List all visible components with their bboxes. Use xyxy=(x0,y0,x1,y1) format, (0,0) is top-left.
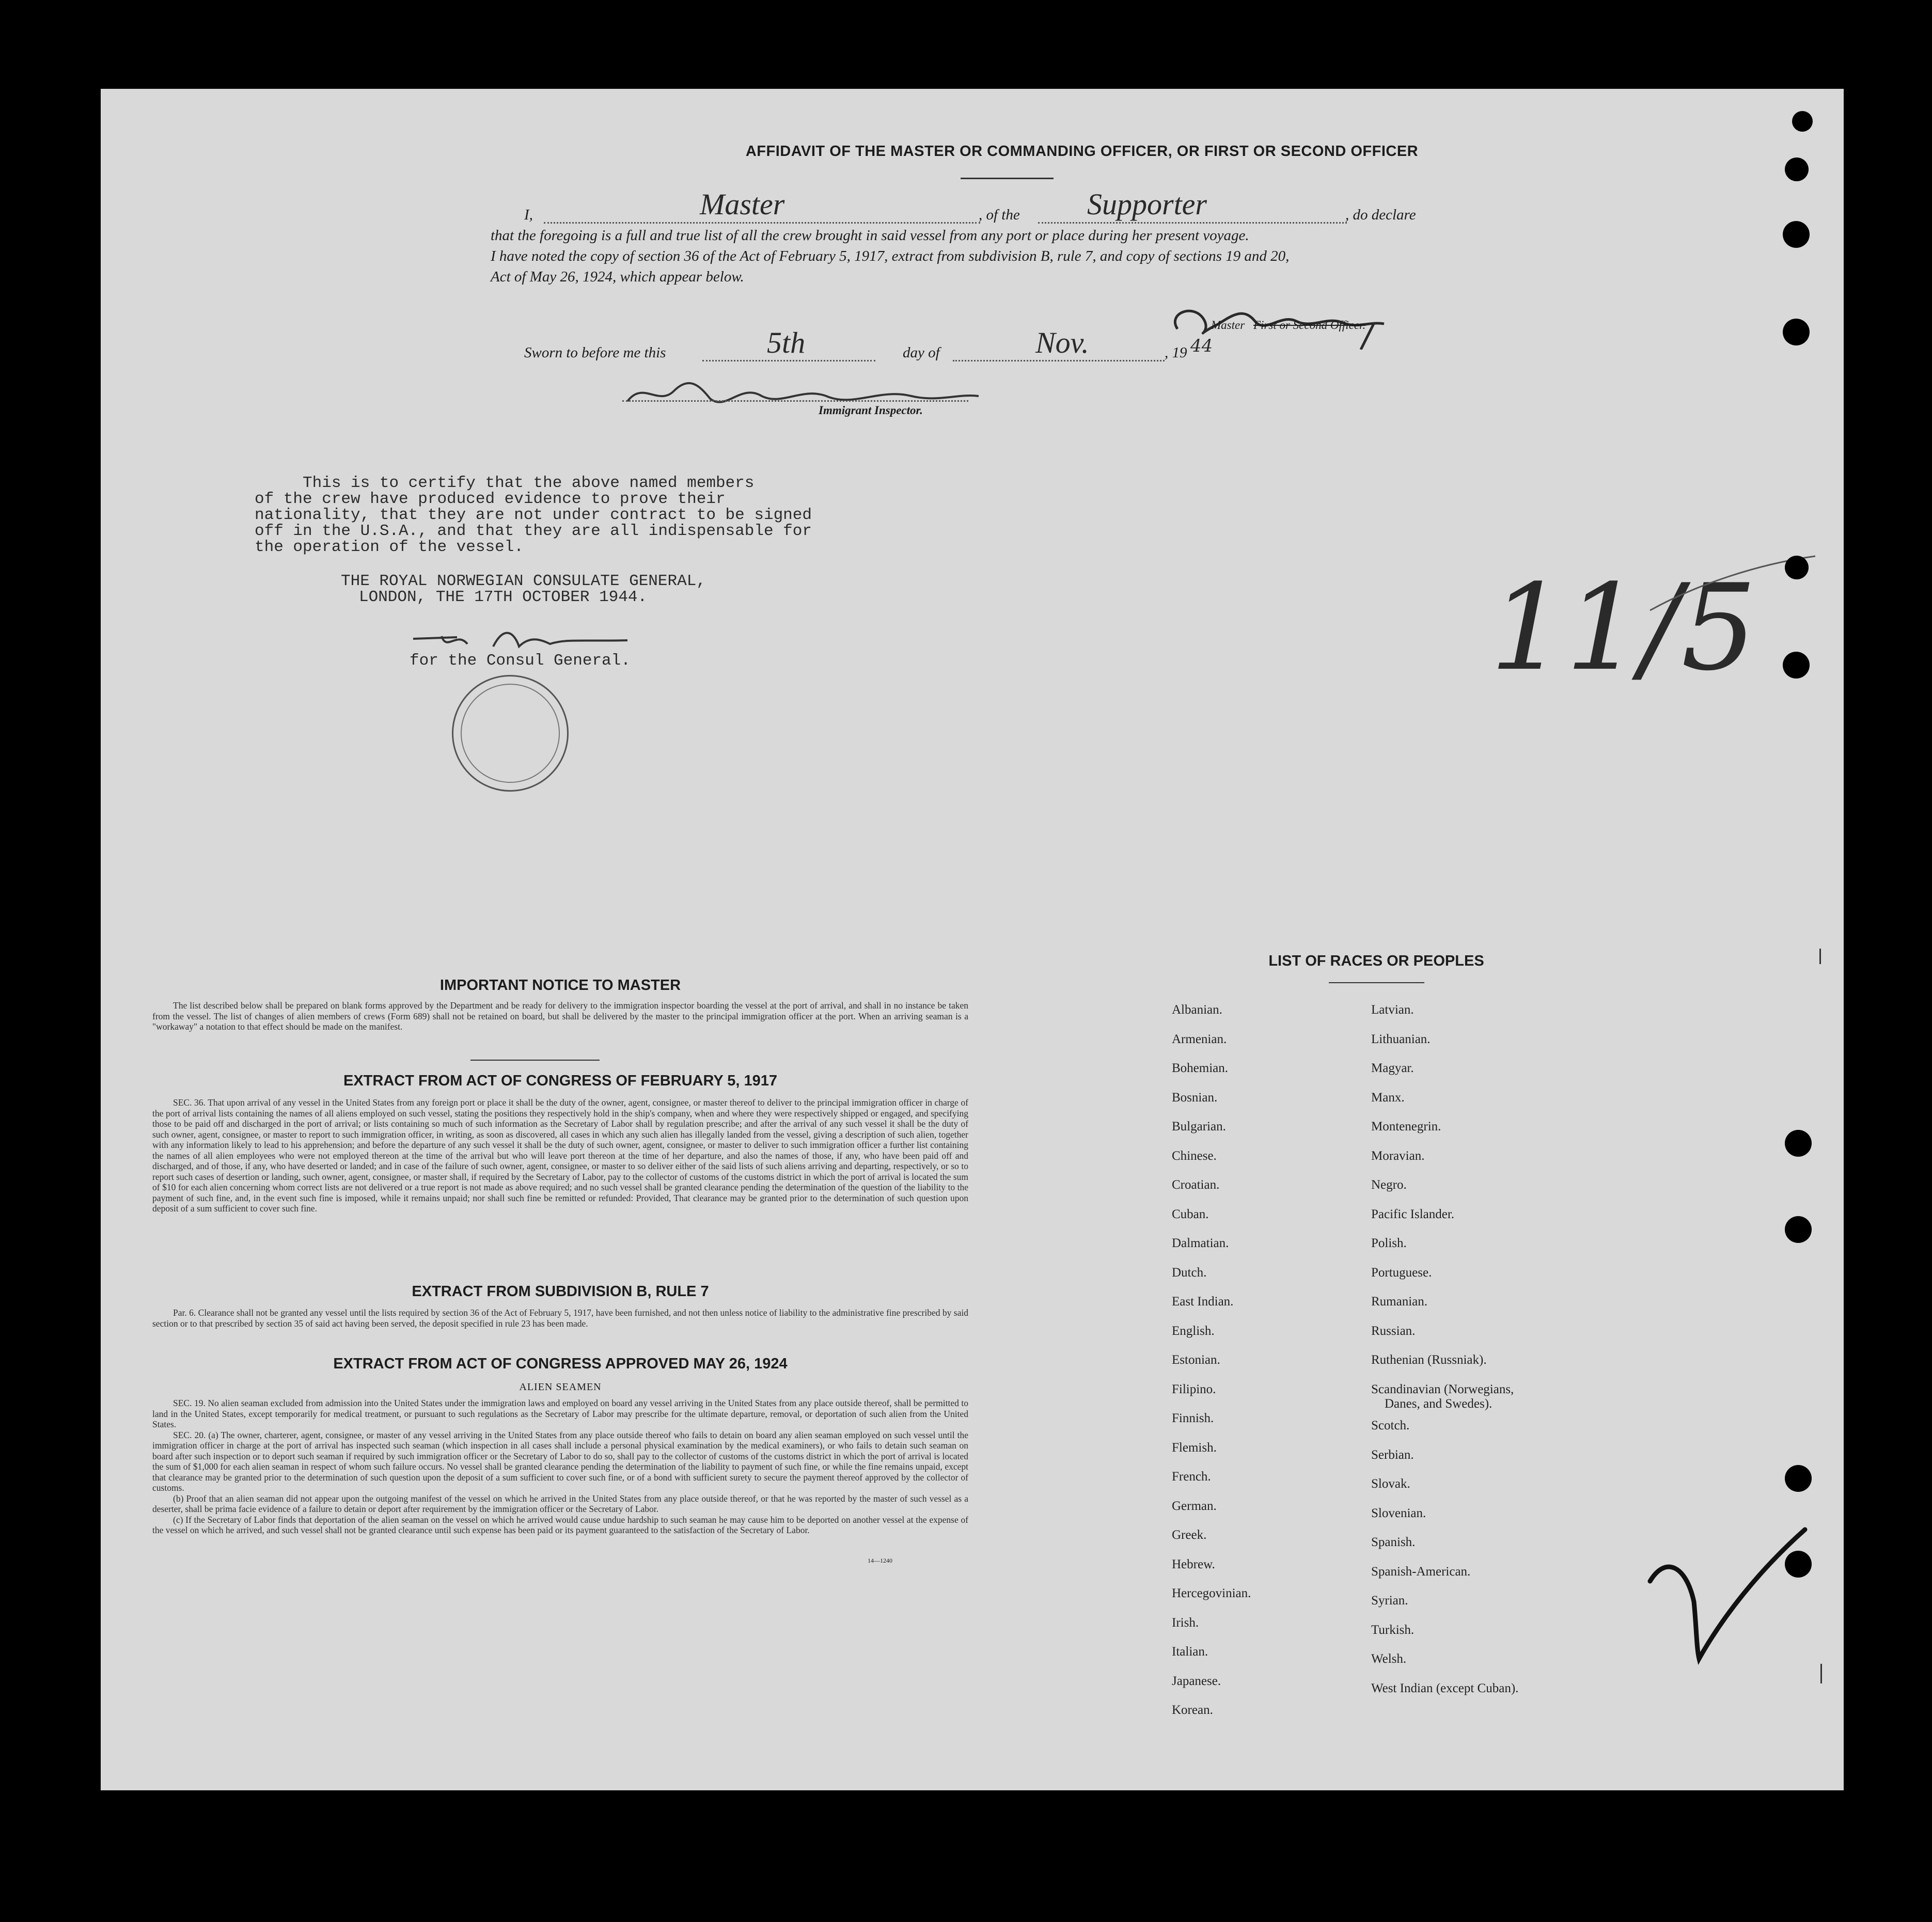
extract-1917-body xyxy=(152,1097,968,1214)
certification-line-3: nationality, that they are not under contract to be signed xyxy=(255,506,812,524)
extract-1917-paragraph: SEC. 36. That upon arrival of any vessel in the United States from any foreign port or place it shall be the duty of the owner, agent, consignee, or master thereof to deliver to the principal immigration officer in charge of the port of arrival lists containing the names of all aliens employed on such vessel, stating the positions they respectively hold in the ship's company, when and where they were respectively shipped or engaged, and specifying those to be paid off and discharged in the port of arrival; or lists containing so much of such information as the Secretary of Labor shall by regulation prescribe; and after the arrival of any such vessel it shall be the duty of such owner, agent, consignee, or master to report to such immigration officer, in writing, as soon as discovered, all cases in which any such alien has illegally landed from the vessel, giving a description of such alien, together with any information likely to lead to his apprehension; and before the departure of any such vessel it shall be the duty of such owner, agent, consignee, or master to deliver to such immigration officer a further list containing the names of all alien employees who were not employed thereon at the time of the arrival but who will leave port thereon at the time of her departure, and also the names of those, if any, who have been paid off and discharged, and of those, if any, who have deserted or landed; and in case of the failure of such owner, agent, consignee, or master to so deliver either of the said lists of such aliens arriving and departing, respectively, or so to report such cases of desertion or landing, such owner, agent, consignee, or master shall, if required by the Secretary of Labor, pay to the collector of customs of the customs district in which the port of arrival is located the sum of $10 for each alien concerning whom correct lists are not delivered or a true report is not made as above required; and no such vessel shall be granted clearance pending the determination of the question of the liability to the payment of such fine, and, in the event such fine is imposed, while it remains unpaid; nor shall such fine be remitted or refunded: Provided, That clearance may be granted prior to the determination of such question upon deposit of a sum sufficient to cover such fine. xyxy=(152,1097,968,1214)
inspector-line xyxy=(622,400,968,402)
binder-hole xyxy=(1783,652,1810,679)
race-item: Welsh. xyxy=(1371,1652,1407,1666)
consul-signature xyxy=(411,616,633,657)
sworn-day-line xyxy=(702,360,875,361)
inspector-label: Immigrant Inspector. xyxy=(819,404,923,417)
binder-hole xyxy=(1783,221,1810,248)
consulate-line-2: LONDON, THE 17TH OCTOBER 1944. xyxy=(359,588,648,606)
race-item: Finnish. xyxy=(1172,1411,1214,1425)
race-item: Russian. xyxy=(1371,1324,1416,1338)
consul-signed-for: for the Consul General. xyxy=(410,652,631,670)
race-item: Albanian. xyxy=(1172,1003,1222,1017)
signature-label-master: Master xyxy=(1211,319,1245,332)
affidavit-of-the: , of the xyxy=(979,207,1020,223)
race-item: Portuguese. xyxy=(1371,1266,1432,1280)
race-item: Bosnian. xyxy=(1172,1091,1218,1105)
race-item: Spanish. xyxy=(1371,1535,1416,1549)
race-item: Chinese. xyxy=(1172,1149,1217,1163)
sworn-month-line xyxy=(953,360,1165,361)
sec-20a-paragraph: SEC. 20. (a) The owner, charterer, agent, consignee, or master of any vessel arriving in the United States from any place outside thereof who fails to detain on board any alien seaman employed on such vessel until the immigration officer in charge at the port of arrival has inspected such seaman (which inspection in all cases shall include a personal physical examination by the medical examiners), or who fails to detain such seaman on board after such inspection or to deport such seaman if required by such immigration officer or the Secretary of Labor to do so, shall pay to the collector of customs of the customs district in which the port of arrival is located the sum of $1,000 for each alien seaman in respect of whom such failure occurs. No vessel shall be granted clearance pending the determination of the liability to payment of such fine, or while the fine remains unpaid, except that clearance may be granted prior to the determination of such question upon the deposit of a sum sufficient to cover such fine, or of a bond with sufficient surety to secure the payment thereof approved by the collector of customs. xyxy=(152,1429,968,1493)
inspector-signature xyxy=(622,375,984,412)
binder-hole xyxy=(1792,111,1813,132)
certification-line-5: the operation of the vessel. xyxy=(255,538,524,556)
consulate-seal xyxy=(452,675,569,792)
race-item: Hercegovinian. xyxy=(1172,1586,1251,1600)
extract-1924-title: EXTRACT FROM ACT OF CONGRESS APPROVED MAY 26, 1924 xyxy=(333,1356,788,1372)
affidavit-line-4: Act of May 26, 1924, which appear below. xyxy=(491,269,744,285)
race-item: Bulgarian. xyxy=(1172,1120,1226,1133)
consulate-line-1: THE ROYAL NORWEGIAN CONSULATE GENERAL, xyxy=(341,572,706,590)
race-item: Latvian. xyxy=(1371,1003,1414,1017)
signature-label-struck: First or Second Officer. xyxy=(1253,319,1366,332)
notice-divider xyxy=(470,1060,600,1061)
alien-seamen-subtitle: ALIEN SEAMEN xyxy=(519,1381,602,1393)
certification-line-4: off in the U.S.A., and that they are all indispensable for xyxy=(255,522,812,540)
race-item: Armenian. xyxy=(1172,1032,1227,1046)
rule7-body xyxy=(152,1307,968,1329)
edge-mark xyxy=(1819,949,1821,964)
races-title: LIST OF RACES OR PEOPLES xyxy=(1268,953,1484,969)
sworn-day-value: 5th xyxy=(767,326,806,359)
race-item: Japanese. xyxy=(1172,1674,1221,1688)
affidavit-i-label: I, xyxy=(524,207,533,223)
binder-hole xyxy=(1783,319,1810,345)
race-item: East Indian. xyxy=(1172,1295,1234,1309)
race-item: Irish. xyxy=(1172,1616,1199,1630)
race-item: Manx. xyxy=(1371,1091,1405,1105)
affidavit-title: AFFIDAVIT OF THE MASTER OR COMMANDING OFFICER, OR FIRST OR SECOND OFFICER xyxy=(745,143,1419,160)
check-mark xyxy=(1645,1524,1810,1674)
certification-line-2: of the crew have produced evidence to prove their xyxy=(255,490,726,508)
notice-paragraph: The list described below shall be prepared on blank forms approved by the Department and be ready for delivery to the immigration inspector boarding the vessel at the port of arrival, and shall in no instance be taken from the vessel. The list of changes of alien members of crews (Form 689) shall not be retained on board, but shall be delivered by the master to the principal immigration officer at the port. When an arriving seaman is a "workaway" a notation to that effect should be made on the manifest. xyxy=(152,1000,968,1032)
race-item: German. xyxy=(1172,1499,1217,1513)
document-sheet xyxy=(101,89,1844,1790)
race-item: Magyar. xyxy=(1371,1061,1414,1075)
race-item: French. xyxy=(1172,1470,1211,1484)
race-item: Moravian. xyxy=(1371,1149,1425,1163)
binder-hole xyxy=(1785,157,1809,181)
rank-field-value: Master xyxy=(700,187,785,221)
race-item: Serbian. xyxy=(1371,1448,1414,1462)
day-of-label: day of xyxy=(903,344,940,361)
race-item: Slovak. xyxy=(1371,1477,1410,1491)
race-item: Scotch. xyxy=(1371,1419,1410,1432)
handwritten-date-mark: 11/5 xyxy=(1490,559,1757,697)
binder-hole xyxy=(1785,556,1809,579)
race-item: Dutch. xyxy=(1172,1266,1207,1280)
race-item: Greek. xyxy=(1172,1528,1207,1542)
race-item: Negro. xyxy=(1371,1178,1407,1192)
affidavit-line-2: that the foregoing is a full and true list of all the crew brought in said vessel from any port or place during her present voyage. xyxy=(491,227,1249,244)
extract-1924-body xyxy=(152,1398,968,1536)
binder-hole xyxy=(1785,1130,1812,1157)
rule7-paragraph: Par. 6. Clearance shall not be granted any vessel until the lists required by section 36 of the Act of February 5, 1917, have been furnished, and not then unless notice of liability to the administrative fine prescribed by said section or to that prescribed by section 35 of said act having been served, the deposit specified in rule 23 has been made. xyxy=(152,1307,968,1329)
certification-line-1: This is to certify that the above named members xyxy=(255,474,755,492)
race-item: West Indian (except Cuban). xyxy=(1371,1681,1519,1695)
sec-20c-paragraph: (c) If the Secretary of Labor finds that deportation of the alien seaman on the vessel on which he arrived would cause undue hardship to such seaman he may cause him to be deported on another vessel at the expense of the vessel on which he arrived, and such vessel shall not be granted clearance until such expense has been paid or its payment guaranteed to the satisfaction of the Secretary of Labor. xyxy=(152,1514,968,1535)
rank-field-line xyxy=(544,222,980,224)
race-item: Turkish. xyxy=(1371,1623,1415,1637)
sworn-label: Sworn to before me this xyxy=(524,344,666,361)
vessel-field-line xyxy=(1038,222,1347,224)
race-item: Pacific Islander. xyxy=(1371,1207,1455,1221)
vessel-field-value: Supporter xyxy=(1087,187,1207,221)
race-item: Dalmatian. xyxy=(1172,1236,1229,1250)
races-divider xyxy=(1329,982,1424,983)
title-divider xyxy=(961,178,1054,179)
rule7-title: EXTRACT FROM SUBDIVISION B, RULE 7 xyxy=(412,1283,709,1300)
race-item-continuation: Danes, and Swedes). xyxy=(1385,1397,1493,1411)
affidavit-line-3: I have noted the copy of section 36 of the Act of February 5, 1917, extract from subdivision B, rule 7, and copy of sections 19 and 20, xyxy=(491,248,1290,264)
race-item: Cuban. xyxy=(1172,1207,1209,1221)
extract-1917-title: EXTRACT FROM ACT OF CONGRESS OF FEBRUARY 5, 1917 xyxy=(343,1073,778,1089)
race-item: Lithuanian. xyxy=(1371,1032,1431,1046)
race-item: Ruthenian (Russniak). xyxy=(1371,1353,1487,1367)
binder-hole xyxy=(1785,1551,1812,1578)
edge-mark xyxy=(1820,1664,1822,1683)
notice-title: IMPORTANT NOTICE TO MASTER xyxy=(439,977,681,994)
sec-19-paragraph: SEC. 19. No alien seaman excluded from admission into the United States under the immigration laws and employed on board any vessel arriving in the United States from any place outside thereof, shall be permitted to land in the United States, except temporarily for medical treatment, or pursuant to such regulations as the Secretary of Labor may prescribe for the ultimate departure, removal, or deportation of such alien from the United States. xyxy=(152,1398,968,1429)
race-item: Korean. xyxy=(1172,1703,1213,1717)
race-item: Flemish. xyxy=(1172,1441,1217,1455)
year-prefix: , 19 xyxy=(1165,344,1187,361)
sworn-month-value: Nov. xyxy=(1035,326,1089,359)
form-number: 14—1240 xyxy=(868,1557,892,1564)
race-item: Croatian. xyxy=(1172,1178,1220,1192)
race-item: Italian. xyxy=(1172,1645,1208,1659)
race-item: Rumanian. xyxy=(1371,1295,1428,1309)
race-item: Spanish-American. xyxy=(1371,1565,1471,1579)
race-item: Syrian. xyxy=(1371,1594,1408,1608)
binder-hole xyxy=(1785,1216,1812,1243)
race-item: Scandinavian (Norwegians, xyxy=(1371,1382,1514,1396)
race-item: Bohemian. xyxy=(1172,1061,1229,1075)
sec-20b-paragraph: (b) Proof that an alien seaman did not appear upon the outgoing manifest of the vessel on which he arrived in the United States from any place outside thereof, or that he was reported by the master of such vessel as a deserter, shall be prima facie evidence of a failure to detain or deport after requirement by the immigration officer or the Secretary of Labor. xyxy=(152,1493,968,1514)
affidavit-do-declare: , do declare xyxy=(1345,207,1416,223)
year-value: 44 xyxy=(1190,336,1213,356)
race-item: Slovenian. xyxy=(1371,1506,1426,1520)
race-item: Polish. xyxy=(1371,1236,1407,1250)
binder-hole xyxy=(1785,1465,1812,1492)
notice-body xyxy=(152,1000,968,1032)
race-item: Montenegrin. xyxy=(1371,1120,1441,1133)
race-item: Hebrew. xyxy=(1172,1557,1215,1571)
race-item: English. xyxy=(1172,1324,1215,1338)
race-item: Filipino. xyxy=(1172,1382,1216,1396)
race-item: Estonian. xyxy=(1172,1353,1220,1367)
